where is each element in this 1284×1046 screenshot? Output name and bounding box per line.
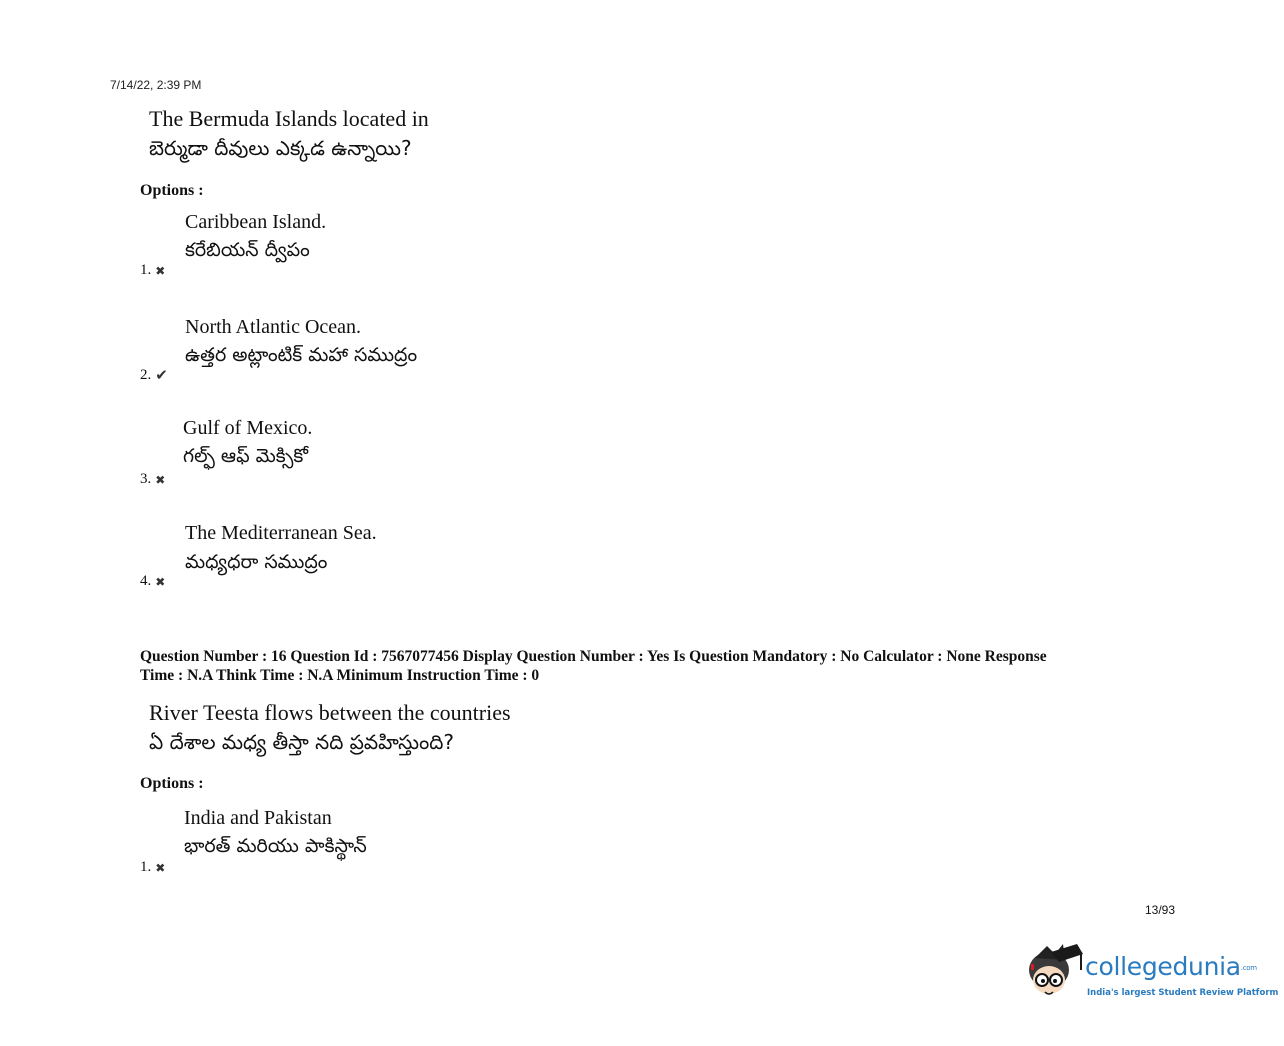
- print-timestamp: 7/14/22, 2:39 PM: [110, 78, 202, 92]
- question-meta-line: Time : N.A Think Time : N.A Minimum Instruction Time : 0: [140, 667, 540, 684]
- option-number: [140, 859, 165, 876]
- option-text-en: Caribbean Island.: [185, 211, 327, 233]
- collegedunia-logo: [1025, 940, 1279, 1008]
- option-number-label: 1.: [140, 262, 152, 278]
- options-label: Options :: [140, 182, 204, 199]
- options-label: Options :: [140, 775, 204, 792]
- option-number: [140, 573, 165, 590]
- option-text-te: మధ్యధరా సముద్రం: [185, 551, 328, 573]
- question-text-te: బెర్ముడా దీవులు ఎక్కడ ఉన్నాయి?: [149, 136, 412, 160]
- option-text-en: North Atlantic Ocean.: [185, 316, 362, 338]
- option-text-te: కరేబియన్ ద్వీపం: [185, 239, 310, 261]
- option-number-label: 2.: [140, 366, 152, 383]
- cross-icon: ✖: [155, 472, 166, 487]
- check-icon: ✔: [155, 366, 168, 384]
- cross-icon: ✖: [155, 574, 166, 589]
- option-text-en: The Mediterranean Sea.: [185, 522, 377, 544]
- brand-name: collegedunia.com: [1085, 952, 1257, 981]
- option-number: [140, 262, 165, 279]
- option-number: [140, 471, 165, 488]
- option-number: [140, 366, 168, 384]
- option-text-en: Gulf of Mexico.: [183, 417, 313, 439]
- page-number: 13/93: [1145, 903, 1176, 917]
- option-number-label: 1.: [140, 859, 152, 875]
- question-meta: [140, 647, 1170, 685]
- option-text-te: ఉత్తర అట్లాంటిక్ మహా సముద్రం: [185, 344, 418, 366]
- cross-icon: ✖: [155, 860, 166, 875]
- option-text-en: India and Pakistan: [184, 807, 332, 829]
- question-meta-line: Question Number : 16 Question Id : 7567077456 Display Question Number : Yes Is Question Mandatory : No Calculator : None Response: [140, 648, 1047, 665]
- option-number-label: 4.: [140, 573, 152, 589]
- cross-icon: ✖: [155, 263, 166, 278]
- question-text-en: River Teesta flows between the countries: [149, 700, 511, 725]
- brand-tagline: India's largest Student Review Platform: [1087, 988, 1279, 998]
- option-text-te: గల్ఫ్ ఆఫ్ మెక్సికో: [183, 445, 309, 467]
- option-number-label: 3.: [140, 471, 152, 487]
- mascot-icon: [1025, 940, 1085, 1008]
- question-text-en: The Bermuda Islands located in: [149, 106, 429, 131]
- option-text-te: భారత్ మరియు పాకిస్థాన్: [184, 835, 367, 857]
- question-text-te: ఏ దేశాల మధ్య తీస్తా నది ప్రవహిస్తుంది?: [149, 730, 454, 754]
